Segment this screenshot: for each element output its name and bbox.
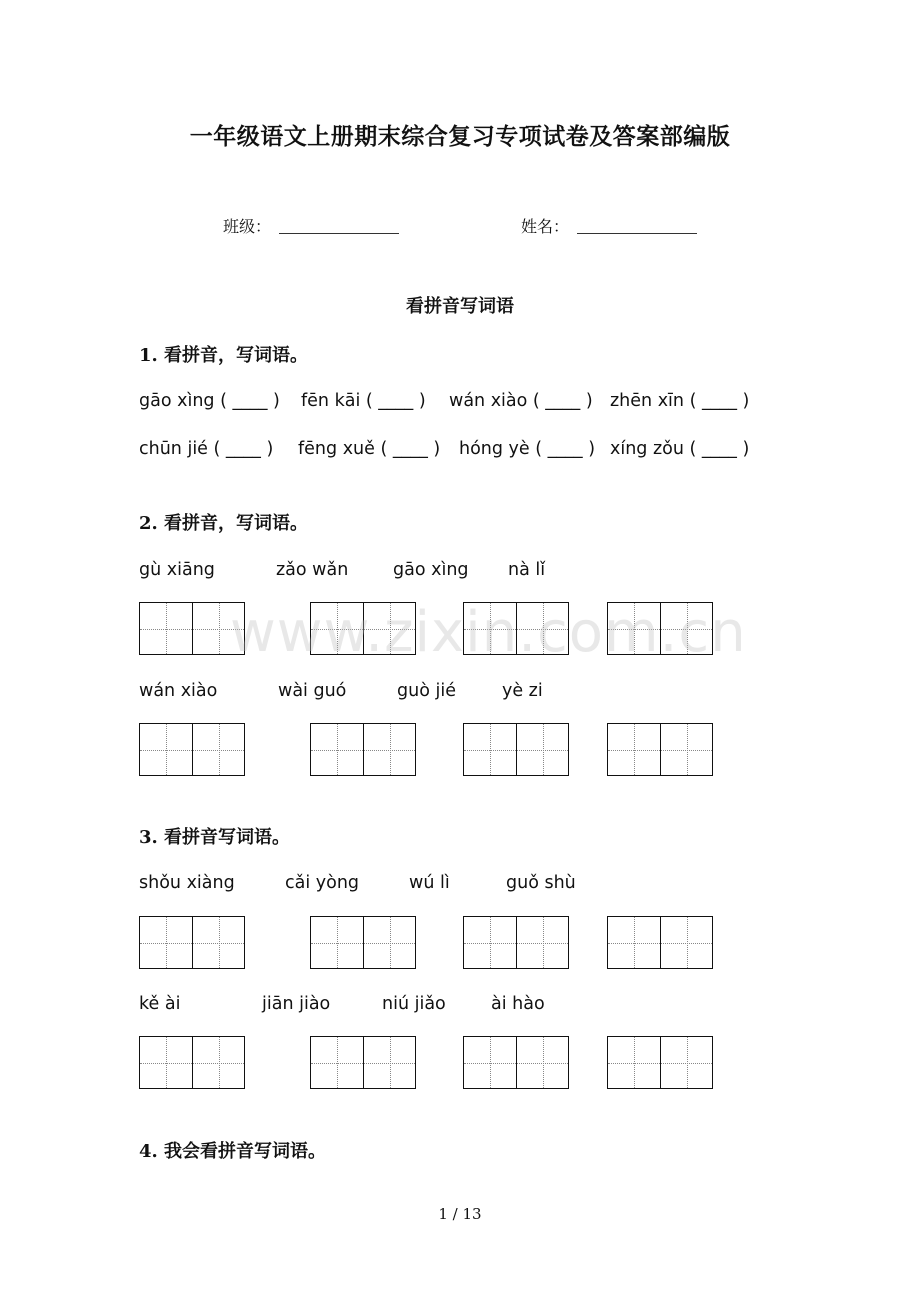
question-2-heading: 2. 看拼音，写词语。	[139, 513, 309, 534]
writing-grid[interactable]	[607, 1036, 713, 1089]
page-title: 一年级语文上册期末综合复习专项试卷及答案部编版	[189, 123, 731, 150]
page-number: 1 / 13	[438, 1205, 482, 1223]
pinyin-label: guò jié	[397, 681, 456, 701]
question-1-heading: 1. 看拼音，写词语。	[139, 345, 309, 366]
pinyin-label: jiān jiào	[262, 994, 331, 1014]
pinyin-label: wú lì	[409, 873, 450, 893]
writing-grid[interactable]	[463, 916, 569, 969]
section-title: 看拼音写词语	[406, 296, 514, 317]
pinyin-label: yè zi	[502, 681, 543, 701]
writing-grid[interactable]	[139, 1036, 245, 1089]
pinyin-label: gāo xìng	[393, 560, 469, 580]
writing-grid[interactable]	[607, 723, 713, 776]
class-label: 班级：	[223, 217, 272, 236]
writing-grid[interactable]	[139, 723, 245, 776]
name-label: 姓名：	[521, 217, 570, 236]
q1-item: zhēn xīn ( ____ )	[610, 391, 750, 411]
writing-grid[interactable]	[310, 916, 416, 969]
pinyin-label: wài guó	[278, 681, 347, 701]
pinyin-label: nà lǐ	[508, 560, 546, 580]
q1-item: hóng yè ( ____ )	[459, 439, 596, 459]
pinyin-label: zǎo wǎn	[276, 560, 349, 580]
q1-item: xíng zǒu ( ____ )	[610, 439, 750, 459]
name-blank	[577, 233, 697, 234]
writing-grid[interactable]	[463, 1036, 569, 1089]
writing-grid[interactable]	[139, 916, 245, 969]
pinyin-label: gù xiāng	[139, 560, 215, 580]
pinyin-label: ài hào	[491, 994, 545, 1014]
q1-item: fēn kāi ( ____ )	[301, 391, 426, 411]
writing-grid[interactable]	[463, 723, 569, 776]
class-blank	[279, 233, 399, 234]
pinyin-label: niú jiǎo	[382, 994, 446, 1014]
writing-grid[interactable]	[310, 723, 416, 776]
pinyin-label: shǒu xiàng	[139, 873, 235, 893]
writing-grid[interactable]	[607, 916, 713, 969]
pinyin-label: guǒ shù	[506, 873, 576, 893]
watermark: www.zixin.com.cn	[230, 600, 747, 665]
question-3-heading: 3. 看拼音写词语。	[139, 827, 291, 848]
pinyin-label: wán xiào	[139, 681, 218, 701]
q1-item: fēng xuě ( ____ )	[298, 439, 441, 459]
q1-item: wán xiào ( ____ )	[449, 391, 593, 411]
writing-grid[interactable]	[310, 1036, 416, 1089]
pinyin-label: cǎi yòng	[285, 873, 360, 893]
q1-item: chūn jié ( ____ )	[139, 439, 274, 459]
question-4-heading: 4. 我会看拼音写词语。	[139, 1141, 327, 1162]
q1-item: gāo xìng ( ____ )	[139, 391, 280, 411]
pinyin-label: kě ài	[139, 994, 181, 1014]
